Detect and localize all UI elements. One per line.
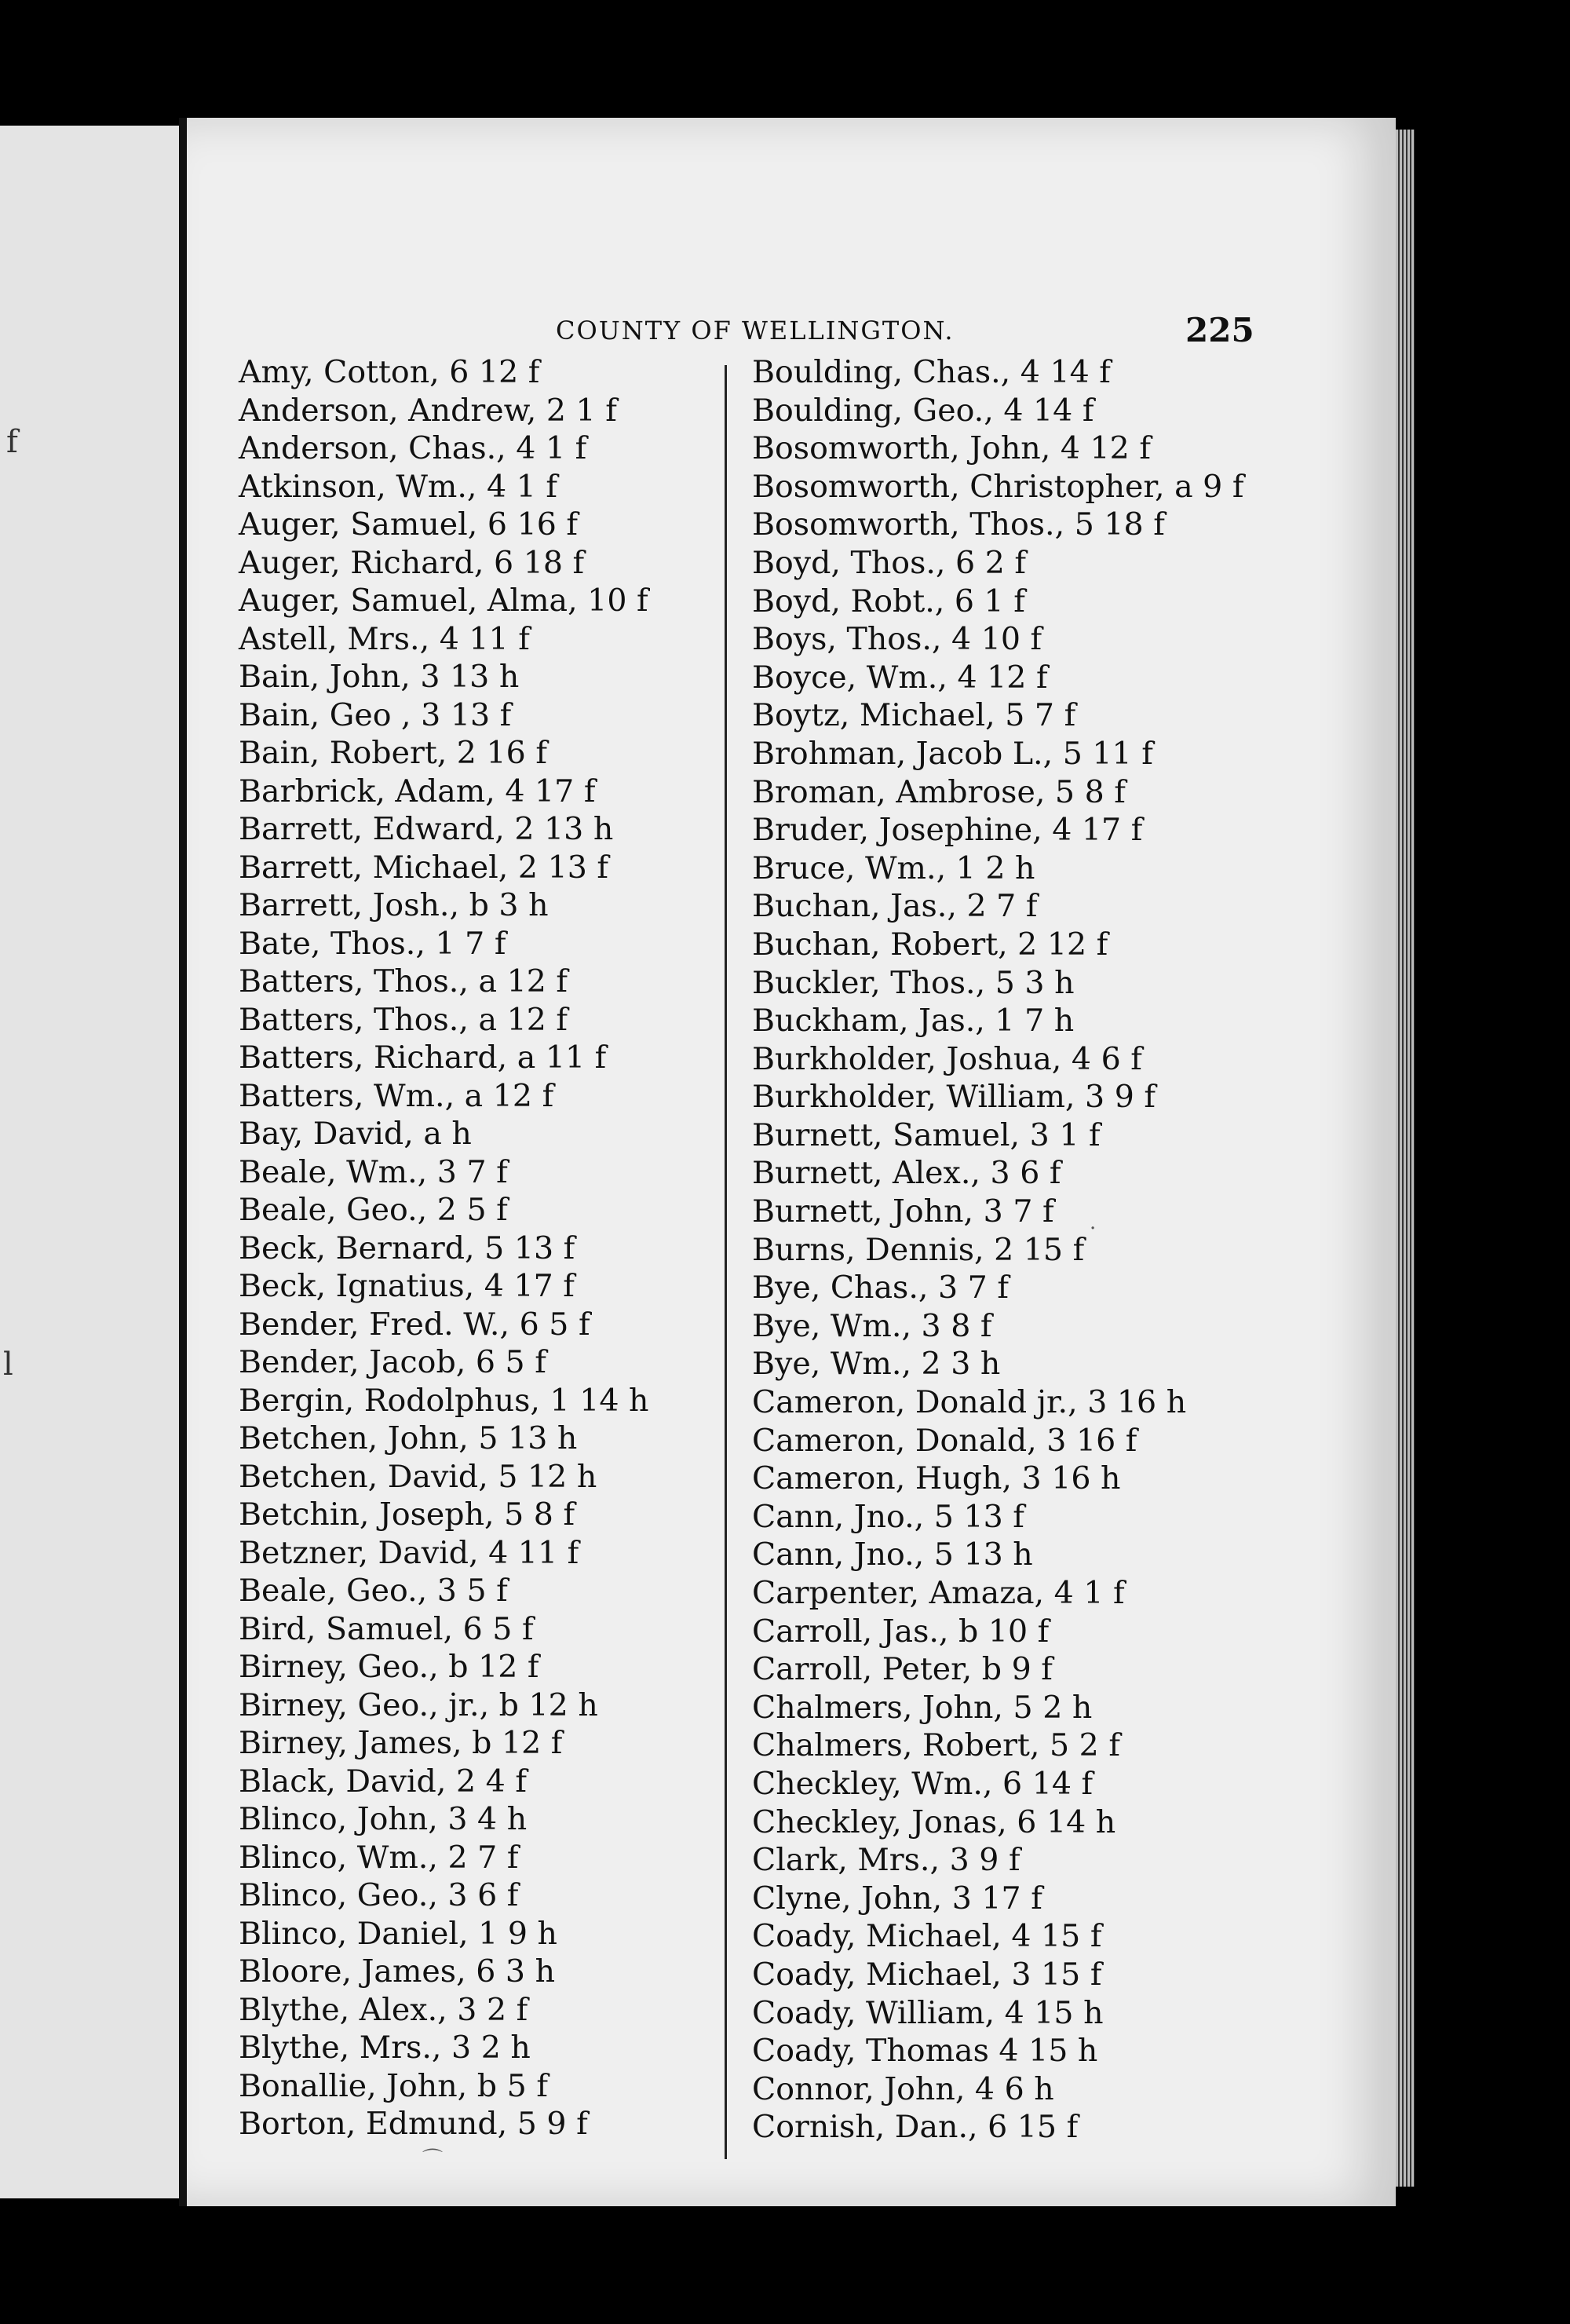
directory-entry: Brohman, Jacob L., 5 11 f — [752, 735, 1153, 772]
directory-entry: Bye, Chas., 3 7 f — [752, 1270, 1009, 1306]
facing-page-edge — [0, 126, 181, 2198]
directory-entry: Boytz, Michael, 5 7 f — [752, 697, 1076, 734]
directory-entry: Coady, Thomas 4 15 h — [752, 2033, 1098, 2070]
directory-entry: Clark, Mrs., 3 9 f — [752, 1842, 1020, 1879]
directory-entry: Beck, Ignatius, 4 17 f — [239, 1268, 575, 1304]
directory-entry: Betchen, David, 5 12 h — [239, 1458, 597, 1495]
directory-entry: Clyne, John, 3 17 f — [752, 1880, 1042, 1917]
directory-entry: Boulding, Chas., 4 14 f — [752, 354, 1111, 390]
directory-entry: Betzner, David, 4 11 f — [239, 1534, 579, 1571]
directory-entry: Blythe, Mrs., 3 2 h — [239, 2030, 531, 2066]
directory-entry: Boyd, Thos., 6 2 f — [752, 544, 1027, 581]
directory-entry: Batters, Wm., a 12 f — [239, 1077, 554, 1114]
directory-entry: Bye, Wm., 2 3 h — [752, 1346, 1001, 1383]
directory-entry: Coady, Michael, 4 15 f — [752, 1918, 1102, 1955]
directory-entry: Coady, Michael, 3 15 f — [752, 1956, 1102, 1993]
column-divider — [725, 365, 727, 2159]
directory-page — [187, 118, 1396, 2206]
directory-entry: Checkley, Wm., 6 14 f — [752, 1765, 1094, 1802]
directory-entry: Bonallie, John, b 5 f — [239, 2067, 548, 2104]
directory-entry: Batters, Thos., a 12 f — [239, 1001, 568, 1038]
directory-entry: Bye, Wm., 3 8 f — [752, 1307, 992, 1344]
directory-entry: Bruce, Wm., 1 2 h — [752, 850, 1035, 886]
directory-entry: Checkley, Jonas, 6 14 h — [752, 1803, 1116, 1840]
directory-entry: Bain, John, 3 13 h — [239, 659, 520, 695]
directory-entry: Beale, Geo., 3 5 f — [239, 1573, 508, 1609]
directory-entry: Buchan, Jas., 2 7 f — [752, 888, 1038, 925]
directory-entry: Bain, Robert, 2 16 f — [239, 735, 547, 771]
directory-entry: Boyd, Robt., 6 1 f — [752, 583, 1025, 619]
directory-entry: Burnett, Samuel, 3 1 f — [752, 1116, 1101, 1153]
directory-entry: Blythe, Alex., 3 2 f — [239, 1991, 528, 2028]
directory-entry: Boys, Thos., 4 10 f — [752, 621, 1042, 658]
directory-entry: Birney, Geo., b 12 f — [239, 1649, 539, 1685]
directory-entry: Carroll, Jas., b 10 f — [752, 1613, 1050, 1650]
directory-entry: Cameron, Donald, 3 16 f — [752, 1422, 1137, 1459]
directory-entry: Birney, Geo., jr., b 12 h — [239, 1686, 598, 1723]
page-stack-edges — [1396, 130, 1415, 2187]
facing-page-fragment: l — [3, 1347, 13, 1383]
directory-entry: Bain, Geo , 3 13 f — [239, 696, 512, 733]
directory-entry: Barrett, Edward, 2 13 h — [239, 811, 614, 847]
directory-entry: Bird, Samuel, 6 5 f — [239, 1610, 534, 1647]
directory-entry: Cornish, Dan., 6 15 f — [752, 2109, 1079, 2146]
directory-entry: Blinco, Wm., 2 7 f — [239, 1839, 519, 1876]
directory-entry: Amy, Cotton, 6 12 f — [239, 354, 540, 390]
directory-entry: Boyce, Wm., 4 12 f — [752, 659, 1048, 696]
directory-entry: Betchen, John, 5 13 h — [239, 1420, 578, 1456]
directory-entry: Bloore, James, 6 3 h — [239, 1953, 556, 1990]
directory-entry: Batters, Richard, a 11 f — [239, 1040, 607, 1076]
directory-entry: Beale, Wm., 3 7 f — [239, 1153, 508, 1190]
ink-speck: · — [1090, 1217, 1097, 1241]
directory-entry: Auger, Samuel, 6 16 f — [239, 506, 579, 543]
directory-entry: Bay, David, a h — [239, 1116, 472, 1152]
directory-entry: Batters, Thos., a 12 f — [239, 963, 568, 999]
directory-entry: Carpenter, Amaza, 4 1 f — [752, 1575, 1125, 1611]
directory-entry: Atkinson, Wm., 4 1 f — [239, 468, 558, 505]
directory-entry: Cann, Jno., 5 13 f — [752, 1498, 1024, 1535]
directory-entry: Bender, Fred. W., 6 5 f — [239, 1306, 590, 1343]
directory-entry: Barrett, Josh., b 3 h — [239, 887, 549, 923]
directory-entry: Cann, Jno., 5 13 h — [752, 1537, 1033, 1573]
directory-entry: Cameron, Hugh, 3 16 h — [752, 1460, 1121, 1497]
directory-entry: Burns, Dennis, 2 15 f — [752, 1231, 1085, 1268]
left-column — [239, 353, 741, 2143]
directory-entry: Boulding, Geo., 4 14 f — [752, 392, 1094, 429]
directory-entry: Barrett, Michael, 2 13 f — [239, 849, 609, 886]
directory-entry: Burkholder, William, 3 9 f — [752, 1079, 1156, 1116]
directory-entry: Birney, James, b 12 f — [239, 1725, 563, 1761]
directory-entry: Borton, Edmund, 5 9 f — [239, 2106, 588, 2142]
directory-entry: Astell, Mrs., 4 11 f — [239, 620, 530, 657]
ink-mark: ⌒ — [422, 2148, 444, 2172]
facing-page-fragment: f — [6, 424, 18, 460]
directory-entry: Burnett, John, 3 7 f — [752, 1193, 1054, 1230]
directory-entry: Blinco, Geo., 3 6 f — [239, 1877, 519, 1913]
book-gutter — [179, 118, 187, 2206]
directory-entry: Bender, Jacob, 6 5 f — [239, 1344, 546, 1380]
running-title: COUNTY OF WELLINGTON. — [556, 316, 955, 345]
directory-entry: Bosomworth, Christopher, a 9 f — [752, 468, 1244, 505]
directory-entry: Buckham, Jas., 1 7 h — [752, 1003, 1075, 1040]
directory-entry: Burkholder, Joshua, 4 6 f — [752, 1040, 1142, 1077]
directory-entry: Beck, Bernard, 5 13 f — [239, 1230, 575, 1266]
directory-entry: Coady, William, 4 15 h — [752, 1994, 1104, 2031]
directory-entry: Barbrick, Adam, 4 17 f — [239, 773, 596, 809]
directory-entry: Bergin, Rodolphus, 1 14 h — [239, 1382, 649, 1419]
directory-entry: Black, David, 2 4 f — [239, 1763, 527, 1800]
directory-entry: Blinco, Daniel, 1 9 h — [239, 1915, 557, 1952]
directory-entry: Anderson, Andrew, 2 1 f — [239, 392, 617, 429]
directory-entry: Buchan, Robert, 2 12 f — [752, 926, 1108, 963]
right-column — [752, 353, 1254, 2147]
directory-entry: Carroll, Peter, b 9 f — [752, 1651, 1053, 1688]
directory-entry: Anderson, Chas., 4 1 f — [239, 430, 587, 466]
directory-entry: Auger, Richard, 6 18 f — [239, 544, 585, 581]
directory-entry: Cameron, Donald jr., 3 16 h — [752, 1384, 1187, 1421]
directory-entry: Blinco, John, 3 4 h — [239, 1801, 528, 1837]
directory-entry: Chalmers, John, 5 2 h — [752, 1689, 1093, 1726]
directory-entry: Bosomworth, John, 4 12 f — [752, 430, 1151, 467]
directory-entry: Bruder, Josephine, 4 17 f — [752, 812, 1143, 849]
directory-entry: Burnett, Alex., 3 6 f — [752, 1155, 1061, 1192]
directory-entry: Betchin, Joseph, 5 8 f — [239, 1496, 575, 1533]
directory-entry: Connor, John, 4 6 h — [752, 2070, 1054, 2107]
directory-entry: Auger, Samuel, Alma, 10 f — [239, 583, 648, 619]
directory-entry: Chalmers, Robert, 5 2 f — [752, 1727, 1120, 1764]
directory-entry: Bate, Thos., 1 7 f — [239, 925, 506, 962]
directory-entry: Bosomworth, Thos., 5 18 f — [752, 506, 1165, 543]
directory-entry: Broman, Ambrose, 5 8 f — [752, 773, 1126, 810]
page-number: 225 — [1185, 311, 1254, 349]
directory-entry: Buckler, Thos., 5 3 h — [752, 964, 1075, 1001]
directory-entry: Beale, Geo., 2 5 f — [239, 1192, 508, 1228]
